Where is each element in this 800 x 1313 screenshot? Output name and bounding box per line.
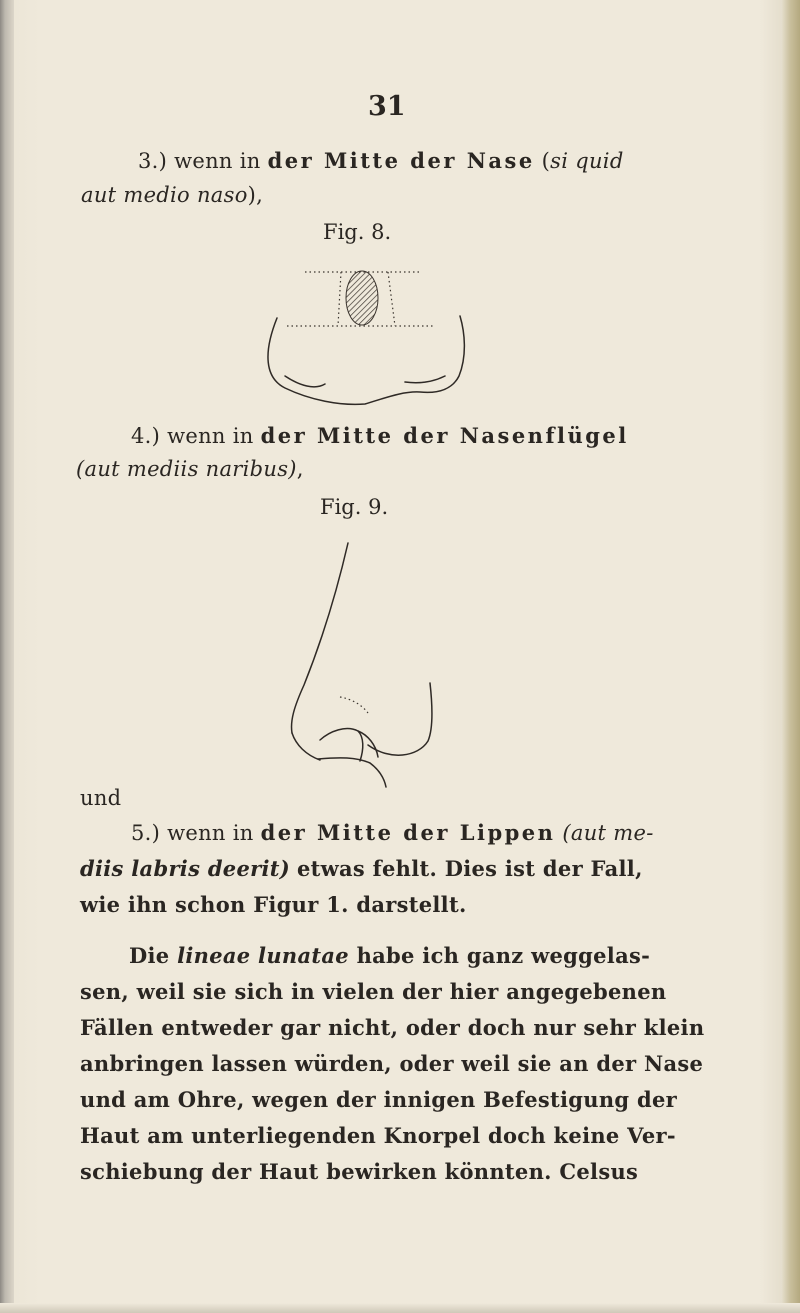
item3-paren-close: ), [247, 183, 264, 207]
fig8-nostril-right [405, 376, 445, 383]
item4-emphasis: der Mitte der Nasenflügel [260, 423, 629, 448]
fig9-ala-right [368, 683, 432, 755]
item4-lead: 4.) wenn in [131, 424, 254, 448]
item5-line2-rest: etwas fehlt. Dies ist der Fall, [296, 856, 643, 881]
item3-lead: 3.) wenn in [138, 149, 261, 173]
page-bottom-edge [0, 1303, 800, 1313]
item3-emphasis: der Mitte der Nase [267, 148, 535, 173]
item5-emphasis: der Mitte der Lippen [260, 820, 556, 845]
paragraph-line7: schiebung der Haut bewirken könnten. Celsus [80, 1159, 639, 1184]
fig8-dotted-left [338, 272, 341, 326]
fig8-drawing [255, 258, 485, 408]
fig8-nostril-left [285, 376, 325, 387]
fig9-nose-base-left [292, 733, 320, 760]
item5-lead: 5.) wenn in [131, 821, 254, 845]
page-number: 31 [368, 91, 406, 122]
fig8-dotted-right [388, 272, 395, 326]
item5-latin-start: (aut me- [562, 821, 654, 845]
item4-comma: , [296, 457, 304, 481]
item4-line2 [76, 459, 304, 480]
item5-line1 [131, 822, 654, 844]
item5-line3: wie ihn schon Figur 1. darstellt. [80, 892, 467, 917]
paragraph-line6: Haut am unterliegenden Knorpel doch keine Ver- [80, 1123, 676, 1148]
item3-line2 [81, 185, 263, 206]
item3-paren-open: ( [541, 149, 551, 173]
paragraph-word-die: Die [129, 943, 170, 968]
fig9-dotted-nostril [340, 697, 368, 713]
item3-line1 [138, 150, 624, 172]
paragraph-line4: anbringen lassen würden, oder weil sie an der Nase [80, 1051, 704, 1076]
fig9-lip-line [318, 758, 386, 787]
paragraph-line2: sen, weil sie sich in vielen der hier angegebenen [80, 979, 667, 1004]
fig9-caption: Fig. 9. [320, 495, 389, 519]
und-text: und [80, 786, 122, 810]
fig8-nose-outline [268, 316, 464, 404]
fig8-caption: Fig. 8. [323, 220, 392, 244]
item3-latin-cont: aut medio naso [81, 183, 248, 207]
item4-latin: (aut mediis naribus) [76, 457, 297, 481]
fig9-nostril [320, 729, 363, 761]
fig9-nose-bridge [292, 543, 349, 733]
paragraph-line3: Fällen entweder gar nicht, oder doch nur sehr klein [80, 1015, 705, 1040]
page-binding-left [0, 0, 14, 1313]
paragraph-latin: lineae lunatae [177, 943, 349, 968]
paragraph-line1 [129, 945, 650, 966]
item5-latin-end: diis labris deerit) [80, 856, 290, 881]
item3-latin: si quid [550, 149, 624, 173]
paragraph-line5: und am Ohre, wegen der innigen Befestigung der [80, 1087, 678, 1112]
fig9-drawing [260, 535, 460, 795]
item4-line1 [131, 425, 629, 447]
fig8-hatched-area [346, 271, 378, 325]
paragraph-line1-rest: habe ich ganz weggelas- [356, 943, 651, 968]
page-binding-right [782, 0, 800, 1313]
item5-line2 [80, 858, 643, 880]
